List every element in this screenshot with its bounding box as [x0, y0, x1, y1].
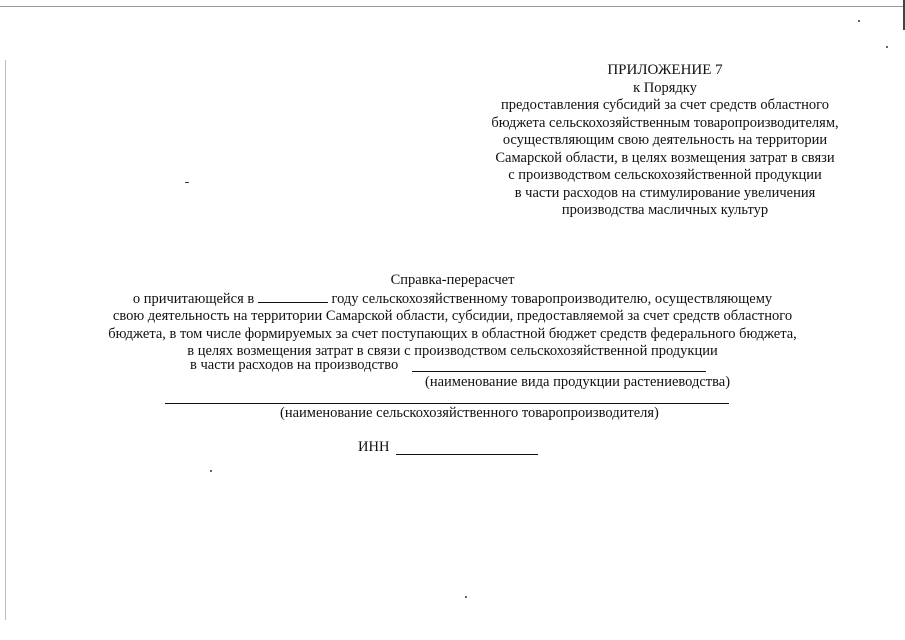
- line1-before-text: о причитающейся в: [132, 290, 255, 307]
- certificate-line-3: бюджета, в том числе формируемых за счет поступающих в областной бюджет средств федерального бюджета,: [108, 325, 797, 342]
- inn-blank-field[interactable]: [396, 454, 538, 455]
- product-blank-field[interactable]: [412, 371, 706, 372]
- product-caption: (наименование вида продукции растениеводства): [425, 374, 731, 390]
- appendix-header: [470, 62, 860, 220]
- appendix-line: к Порядку: [633, 79, 697, 96]
- appendix-line: бюджета сельскохозяйственным товаропроизводителям,: [491, 114, 839, 131]
- scan-speck: [886, 46, 888, 48]
- appendix-line: в части расходов на стимулирование увеличения: [514, 184, 816, 201]
- appendix-line: осуществляющим свою деятельность на территории: [502, 132, 828, 148]
- producer-blank-field[interactable]: [165, 403, 729, 404]
- appendix-line: с производством сельскохозяйственной продукции: [508, 167, 822, 183]
- appendix-title: ПРИЛОЖЕНИЕ 7: [607, 62, 723, 78]
- scan-speck: [185, 182, 189, 183]
- certificate-heading: Справка-перерасчет: [390, 272, 515, 288]
- certificate-line-4: в целях возмещения затрат в связи с производством сельскохозяйственной продукции: [187, 343, 718, 359]
- producer-caption: (наименование сельскохозяйственного товаропроизводителя): [280, 405, 659, 421]
- scan-border-top: [0, 6, 905, 7]
- appendix-line: производства масличных культур: [561, 202, 769, 218]
- scan-border-left: [5, 60, 6, 620]
- appendix-line: предоставления субсидий за счет средств областного: [501, 97, 829, 113]
- year-blank-field[interactable]: [258, 290, 328, 303]
- certificate-line-5: [190, 357, 398, 374]
- scan-speck: [858, 20, 860, 22]
- scan-speck: [210, 470, 212, 472]
- line1-after-text: году сельскохозяйственному товаропроизводителю, осуществляющему: [331, 290, 773, 307]
- line5-text: в части расходов на производство: [190, 357, 399, 373]
- certificate-body: [60, 272, 845, 361]
- certificate-line-2: свою деятельность на территории Самарской области, субсидии, предоставляемой за счет средств областного: [112, 308, 793, 324]
- appendix-line: Самарской области, в целях возмещения затрат в связи: [495, 149, 835, 166]
- inn-label: ИНН: [358, 439, 390, 455]
- scan-speck: [465, 596, 467, 598]
- certificate-line-1: [60, 290, 845, 309]
